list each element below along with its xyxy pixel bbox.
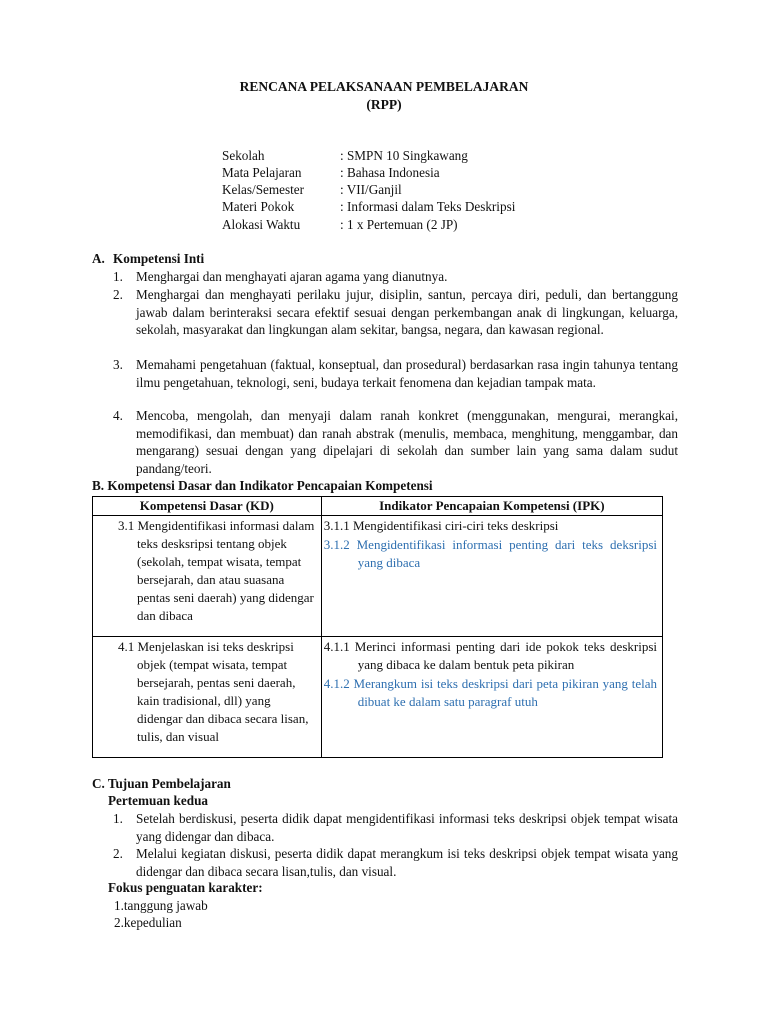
character-item: 2.kepedulian [114,915,182,930]
column-header-ipk: Indikator Pencapaian Kompetensi (IPK) [321,497,662,516]
ipk-item: 3.1.1 Mengidentifikasi ciri-ciri teks deskripsi [323,518,559,533]
identity-key: Materi Pokok [222,199,295,214]
item-number: 2. [113,287,123,302]
item-number: 2. [113,846,123,861]
ipk-item: 4.1.1 Merinci informasi penting dari ide pokok teks deskripsi yang dibaca ke dalam bentuk peta pikiran [323,639,657,672]
identity-key: Mata Pelajaran [222,165,302,180]
character-item: 1.tanggung jawab [114,898,208,913]
kd-cell [93,516,322,637]
competency-item [113,356,678,391]
kd-text: Menjelaskan isi teks deskripsi objek (tempat wisata, tempat bersejarah, pentas seni daerah, kain tradisional, dll) yang didengar dan dibaca secara lisan, tulis, dan visual [137,639,309,744]
ipk-item: 3.1.2 Mengidentifikasi informasi penting dari teks deksripsi yang dibaca [323,537,657,570]
objective-item [113,845,678,880]
item-text: Setelah berdiskusi, peserta didik dapat mengidentifikasi informasi teks deskripsi objek tempat wisata yang didengar dan dibaca. [136,811,678,844]
identity-value: : Bahasa Indonesia [340,165,440,180]
identity-value: : 1 x Pertemuan (2 JP) [340,217,458,232]
meeting-label: Pertemuan kedua [108,793,209,808]
identity-key: Sekolah [222,148,265,163]
kd-text: Mengidentifikasi informasi dalam teks desksripsi tentang objek (sekolah, tempat wisata, tempat bersejarah, dan atau suasana pentas seni daerah) yang didengar dan dibaca [137,518,315,623]
section-a-label: A. [92,251,105,266]
identity-key: Kelas/Semester [222,182,305,197]
document-subtitle: (RPP) [366,97,402,112]
objective-item [113,810,678,845]
identity-key: Alokasi Waktu [222,217,301,232]
section-a-heading: Kompetensi Inti [113,251,205,266]
item-text: Menghargai dan menghayati perilaku jujur, disiplin, santun, percaya diri, peduli, dan bertanggung jawab dalam berinteraksi secara efektif sesuai dengan perkembangan anak di lingkungan, keluarga, sekolah, masyarakat dan lingkungan alam sekitar, bangsa, negara, dan kawasan regional. [136,287,678,338]
item-number: 1. [113,269,123,284]
section-c-heading: C. Tujuan Pembelajaran [92,776,231,791]
ipk-cell [321,637,662,758]
competency-table [92,496,663,758]
identity-value: : Informasi dalam Teks Deskripsi [340,199,516,214]
item-text: Mencoba, mengolah, dan menyaji dalam ranah konkret (menggunakan, mengurai, merangkai, memodifikasi, dan membuat) dan ranah abstrak (menulis, membaca, menghitung, menggambar, dan mengarang) sesuai dengan yang dipelajari di sekolah dan sumber lain yang sama dalam sudut pandang/teori. [136,408,678,476]
table-row [93,516,663,637]
table-header-row [93,497,663,516]
item-number: 4. [113,408,123,423]
kd-content [93,637,321,747]
column-header-kd: Kompetensi Dasar (KD) [93,497,322,516]
item-text: Melalui kegiatan diskusi, peserta didik dapat merangkum isi teks deskripsi objek tempat wisata yang didengar dan dibaca secara lisan,tulis, dan visual. [136,846,678,879]
kd-number: 4.1 [118,639,135,654]
item-number: 3. [113,357,123,372]
section-b-heading: B. Kompetensi Dasar dan Indikator Pencapaian Kompetensi [92,478,433,493]
ipk-item: 4.1.2 Merangkum isi teks deskripsi dari peta pikiran yang telah dibuat ke dalam satu paragraf utuh [323,676,657,709]
ipk-cell [321,516,662,637]
item-number: 1. [113,811,123,826]
competency-item [113,268,678,286]
kd-content [93,516,321,626]
character-heading: Fokus penguatan karakter: [108,880,263,895]
item-text: Memahami pengetahuan (faktual, konseptual, dan prosedural) berdasarkan rasa ingin tahunya tentang ilmu pengetahuan, teknologi, seni, budaya terkait fenomena dan kejadian tampak mata. [136,357,678,390]
kd-cell [93,637,322,758]
table-row [93,637,663,758]
item-text: Menghargai dan menghayati ajaran agama yang dianutnya. [136,269,448,284]
competency-item [113,407,678,477]
identity-value: : SMPN 10 Singkawang [340,148,468,163]
competency-item [113,286,678,339]
identity-value: : VII/Ganjil [340,182,402,197]
document-title: RENCANA PELAKSANAAN PEMBELAJARAN [239,79,529,94]
kd-number: 3.1 [118,518,135,533]
